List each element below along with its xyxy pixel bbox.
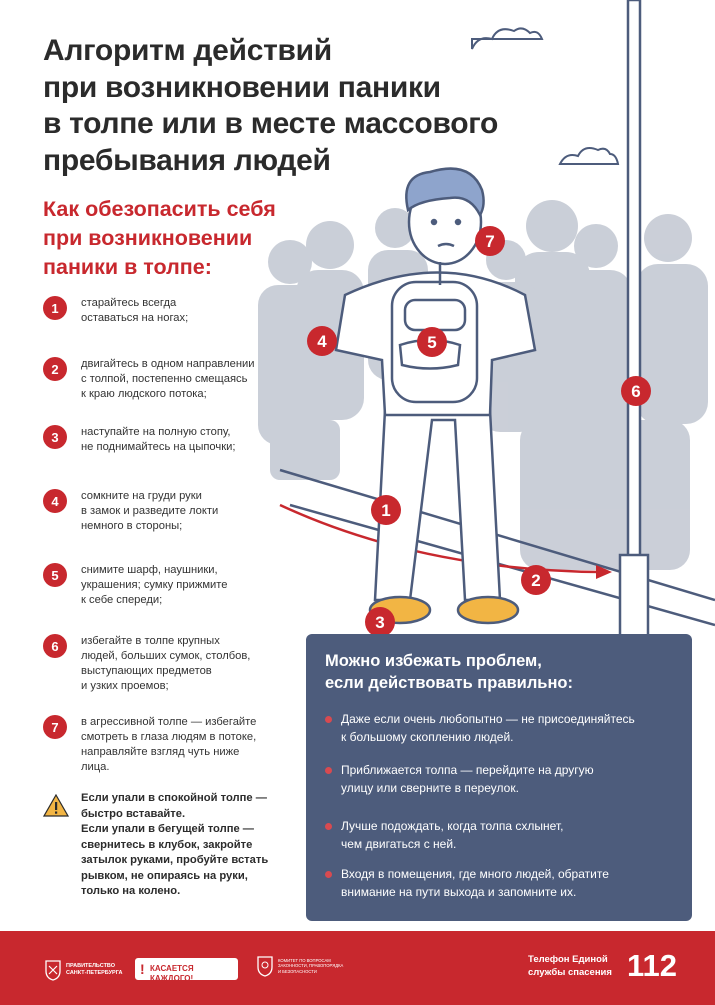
step-number: 5 xyxy=(43,563,67,587)
step-number: 4 xyxy=(43,489,67,513)
tips-title: Можно избежать проблем, если действовать правильно: xyxy=(325,652,573,692)
page-title: Алгоритм действий при возникновении паники в толпе или в месте массового пребывания людей xyxy=(43,34,499,177)
tip-text: Входя в помещения, где много людей, обратите внимание на пути выхода и запомните их. xyxy=(341,867,609,899)
marker-2 xyxy=(521,565,551,595)
campaign-logo xyxy=(135,958,238,983)
committee-logo xyxy=(256,954,346,980)
exclamation-icon: ! xyxy=(140,961,145,977)
warning-text: Если упали в спокойной толпе — быстро вставайте. Если упали в бегущей толпе — свернитесь в клубок, закройте затылок руками, пробуйте встать рывком, не опираясь на руки, только на колено. xyxy=(81,792,269,897)
step-number: 1 xyxy=(43,296,67,320)
tip-text: Лучше подождать, когда толпа схлынет, чем двигаться с ней. xyxy=(341,819,564,851)
svg-text:1: 1 xyxy=(381,501,391,520)
coat-of-arms-icon xyxy=(44,959,62,981)
svg-text:4: 4 xyxy=(317,332,327,351)
shield-icon xyxy=(256,955,274,977)
step-text: избегайте в толпе крупных людей, больших сумок, столбов, выступающих предметов и узких проемов; xyxy=(81,635,251,692)
step-text: старайтесь всегда оставаться на ногах; xyxy=(81,297,189,324)
step-text: снимите шарф, наушники, украшения; сумку прижмите к себе спереди; xyxy=(81,564,228,606)
step-number: 7 xyxy=(43,715,67,739)
bullet-dot xyxy=(325,767,332,774)
marker-4 xyxy=(307,326,337,356)
campaign-logo-text: КАСАЕТСЯ КАЖДОГО! xyxy=(150,964,194,983)
step-text: в агрессивной толпе — избегайте смотреть в глаза людям в потоке, направляйте взгляд чуть ниже лица. xyxy=(81,716,257,773)
step-text: сомкните на груди руки в замок и разведите локти немного в стороны; xyxy=(81,490,219,532)
warning-triangle-icon xyxy=(43,794,69,817)
marker-3 xyxy=(365,607,395,637)
marker-6 xyxy=(621,376,651,406)
step-number: 2 xyxy=(43,357,67,381)
bullet-dot xyxy=(325,871,332,878)
tip-text: Приближается толпа — перейдите на другую улицу или сверните в переулок. xyxy=(341,763,594,795)
tips-panel xyxy=(306,634,692,921)
government-logo-text: ПРАВИТЕЛЬСТВО САНКТ-ПЕТЕРБУРГА xyxy=(66,963,123,976)
section-subtitle: Как обезопасить себя при возникновении паники в толпе: xyxy=(43,197,276,279)
svg-text:5: 5 xyxy=(427,333,437,352)
svg-text:2: 2 xyxy=(531,571,541,590)
marker-5 xyxy=(417,327,447,357)
step-number: 6 xyxy=(43,634,67,658)
tip-text: Даже если очень любопытно — не присоединяйтесь к большому скоплению людей. xyxy=(341,712,635,744)
marker-7 xyxy=(475,226,505,256)
marker-1 xyxy=(371,495,401,525)
emergency-phone-label: Телефон Единой службы спасения xyxy=(528,954,612,978)
bullet-dot xyxy=(325,716,332,723)
step-text: наступайте на полную стопу, не поднимайтесь на цыпочки; xyxy=(81,426,236,453)
svg-text:6: 6 xyxy=(631,382,641,401)
emergency-phone-number[interactable]: 112 xyxy=(627,948,678,983)
step-number: 3 xyxy=(43,425,67,449)
step-text: двигайтесь в одном направлении с толпой, постепенно смещаясь к краю людского потока; xyxy=(81,358,255,400)
footer-bar xyxy=(0,931,715,1005)
svg-text:7: 7 xyxy=(485,232,495,251)
committee-logo-text: КОМИТЕТ ПО ВОПРОСАМ ЗАКОННОСТИ, ПРАВОПОРЯДКА И БЕЗОПАСНОСТИ xyxy=(278,958,344,974)
svg-text:3: 3 xyxy=(375,613,385,632)
bullet-dot xyxy=(325,823,332,830)
